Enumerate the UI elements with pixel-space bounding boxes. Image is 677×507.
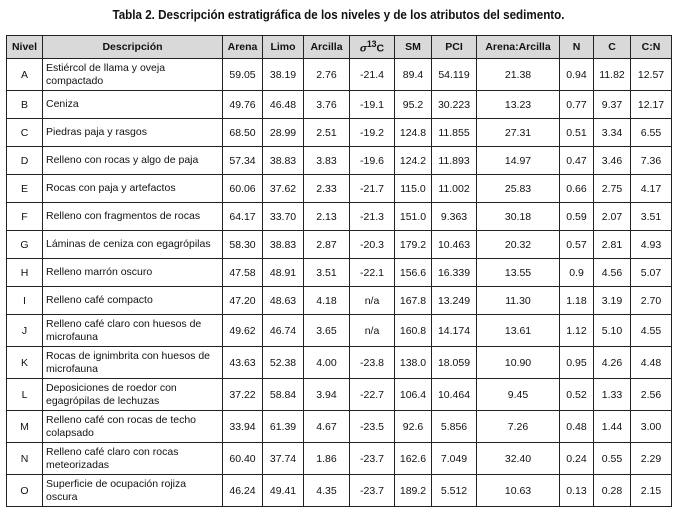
cell-cn: 3.51 bbox=[631, 203, 672, 231]
cell-pci: 5.512 bbox=[432, 475, 477, 507]
cell-pci: 11.002 bbox=[432, 175, 477, 203]
cell-sm: 92.6 bbox=[395, 411, 432, 443]
cell-delta13c: -19.2 bbox=[350, 119, 395, 147]
cell-descripcion: Relleno marrón oscuro bbox=[43, 259, 223, 287]
cell-arena: 60.06 bbox=[223, 175, 263, 203]
cell-nivel: N bbox=[7, 443, 43, 475]
cell-delta13c: -21.7 bbox=[350, 175, 395, 203]
cell-c: 1.33 bbox=[594, 379, 631, 411]
cell-c: 3.46 bbox=[594, 147, 631, 175]
cell-arena-arcilla: 21.38 bbox=[477, 59, 560, 91]
cell-n: 0.94 bbox=[560, 59, 594, 91]
cell-c: 5.10 bbox=[594, 315, 631, 347]
cell-arcilla: 4.35 bbox=[304, 475, 350, 507]
cell-arena: 58.30 bbox=[223, 231, 263, 259]
cell-sm: 179.2 bbox=[395, 231, 432, 259]
cell-arena: 49.76 bbox=[223, 91, 263, 119]
cell-delta13c: -23.5 bbox=[350, 411, 395, 443]
cell-descripcion: Piedras paja y rasgos bbox=[43, 119, 223, 147]
table-row bbox=[7, 315, 672, 347]
cell-nivel: O bbox=[7, 475, 43, 507]
cell-cn: 12.17 bbox=[631, 91, 672, 119]
cell-c: 2.81 bbox=[594, 231, 631, 259]
cell-c: 4.56 bbox=[594, 259, 631, 287]
col-header-delta13c bbox=[350, 36, 395, 59]
cell-arcilla: 4.00 bbox=[304, 347, 350, 379]
cell-limo: 48.63 bbox=[263, 287, 304, 315]
cell-limo: 48.91 bbox=[263, 259, 304, 287]
col-header-arena: Arena bbox=[223, 36, 263, 59]
table-title: Tabla 2. Descripción estratigráfica de los niveles y de los atributos del sedimento. bbox=[112, 8, 565, 22]
cell-n: 0.59 bbox=[560, 203, 594, 231]
cell-arena: 47.58 bbox=[223, 259, 263, 287]
cell-c: 3.19 bbox=[594, 287, 631, 315]
cell-n: 0.95 bbox=[560, 347, 594, 379]
cell-descripcion: Relleno con rocas y algo de paja bbox=[43, 147, 223, 175]
cell-nivel: H bbox=[7, 259, 43, 287]
cell-descripcion: Superficie de ocupación rojiza oscura bbox=[43, 475, 223, 507]
cell-delta13c: -19.1 bbox=[350, 91, 395, 119]
cell-sm: 162.6 bbox=[395, 443, 432, 475]
cell-limo: 38.19 bbox=[263, 59, 304, 91]
cell-descripcion: Ceniza bbox=[43, 91, 223, 119]
cell-descripcion: Relleno café claro con rocas meteorizadas bbox=[43, 443, 223, 475]
cell-pci: 10.463 bbox=[432, 231, 477, 259]
cell-arena-arcilla: 20.32 bbox=[477, 231, 560, 259]
cell-descripcion: Relleno café claro con huesos de microfauna bbox=[43, 315, 223, 347]
table-row bbox=[7, 119, 672, 147]
cell-pci: 14.174 bbox=[432, 315, 477, 347]
cell-nivel: D bbox=[7, 147, 43, 175]
cell-arena-arcilla: 10.90 bbox=[477, 347, 560, 379]
cell-sm: 95.2 bbox=[395, 91, 432, 119]
table-row bbox=[7, 411, 672, 443]
cell-n: 1.12 bbox=[560, 315, 594, 347]
cell-arena-arcilla: 13.61 bbox=[477, 315, 560, 347]
cell-arcilla: 3.51 bbox=[304, 259, 350, 287]
cell-descripcion: Relleno con fragmentos de rocas bbox=[43, 203, 223, 231]
cell-delta13c: n/a bbox=[350, 315, 395, 347]
cell-c: 2.07 bbox=[594, 203, 631, 231]
cell-c: 0.28 bbox=[594, 475, 631, 507]
cell-limo: 58.84 bbox=[263, 379, 304, 411]
cell-pci: 30.223 bbox=[432, 91, 477, 119]
cell-arcilla: 4.18 bbox=[304, 287, 350, 315]
cell-nivel: A bbox=[7, 59, 43, 91]
cell-sm: 151.0 bbox=[395, 203, 432, 231]
cell-limo: 46.74 bbox=[263, 315, 304, 347]
cell-arcilla: 3.83 bbox=[304, 147, 350, 175]
cell-n: 0.51 bbox=[560, 119, 594, 147]
cell-descripcion: Relleno café con rocas de techo colapsado bbox=[43, 411, 223, 443]
cell-cn: 2.56 bbox=[631, 379, 672, 411]
cell-sm: 156.6 bbox=[395, 259, 432, 287]
stratigraphy-table bbox=[6, 35, 672, 507]
cell-c: 11.82 bbox=[594, 59, 631, 91]
cell-arena: 47.20 bbox=[223, 287, 263, 315]
cell-c: 1.44 bbox=[594, 411, 631, 443]
col-header-limo: Limo bbox=[263, 36, 304, 59]
cell-cn: 3.00 bbox=[631, 411, 672, 443]
cell-cn: 12.57 bbox=[631, 59, 672, 91]
cell-delta13c: -23.7 bbox=[350, 443, 395, 475]
delta-symbol: σ bbox=[359, 42, 367, 55]
table-row bbox=[7, 475, 672, 507]
cell-arena-arcilla: 13.23 bbox=[477, 91, 560, 119]
cell-sm: 124.8 bbox=[395, 119, 432, 147]
cell-nivel: C bbox=[7, 119, 43, 147]
cell-arcilla: 2.33 bbox=[304, 175, 350, 203]
cell-arcilla: 3.94 bbox=[304, 379, 350, 411]
cell-limo: 52.38 bbox=[263, 347, 304, 379]
cell-arcilla: 1.86 bbox=[304, 443, 350, 475]
cell-cn: 2.15 bbox=[631, 475, 672, 507]
cell-cn: 7.36 bbox=[631, 147, 672, 175]
cell-sm: 106.4 bbox=[395, 379, 432, 411]
col-header-arcilla: Arcilla bbox=[304, 36, 350, 59]
cell-n: 0.13 bbox=[560, 475, 594, 507]
cell-arena: 57.34 bbox=[223, 147, 263, 175]
cell-nivel: F bbox=[7, 203, 43, 231]
cell-arena-arcilla: 30.18 bbox=[477, 203, 560, 231]
cell-arcilla: 2.51 bbox=[304, 119, 350, 147]
cell-pci: 7.049 bbox=[432, 443, 477, 475]
table-row bbox=[7, 203, 672, 231]
table-body bbox=[7, 59, 672, 507]
cell-nivel: G bbox=[7, 231, 43, 259]
table-row bbox=[7, 59, 672, 91]
cell-delta13c: -23.8 bbox=[350, 347, 395, 379]
cell-sm: 138.0 bbox=[395, 347, 432, 379]
cell-c: 3.34 bbox=[594, 119, 631, 147]
cell-sm: 167.8 bbox=[395, 287, 432, 315]
cell-limo: 49.41 bbox=[263, 475, 304, 507]
col-header-pci: PCI bbox=[432, 36, 477, 59]
table-row bbox=[7, 147, 672, 175]
cell-limo: 38.83 bbox=[263, 231, 304, 259]
cell-cn: 6.55 bbox=[631, 119, 672, 147]
delta-isotope: 13 bbox=[366, 39, 377, 50]
cell-delta13c: -23.7 bbox=[350, 475, 395, 507]
cell-cn: 5.07 bbox=[631, 259, 672, 287]
cell-arena-arcilla: 7.26 bbox=[477, 411, 560, 443]
cell-pci: 10.464 bbox=[432, 379, 477, 411]
table-row bbox=[7, 347, 672, 379]
cell-nivel: I bbox=[7, 287, 43, 315]
cell-arena-arcilla: 32.40 bbox=[477, 443, 560, 475]
cell-arena: 59.05 bbox=[223, 59, 263, 91]
cell-n: 0.66 bbox=[560, 175, 594, 203]
cell-arcilla: 2.76 bbox=[304, 59, 350, 91]
table-row bbox=[7, 443, 672, 475]
cell-n: 0.24 bbox=[560, 443, 594, 475]
cell-sm: 115.0 bbox=[395, 175, 432, 203]
cell-limo: 38.83 bbox=[263, 147, 304, 175]
cell-delta13c: -20.3 bbox=[350, 231, 395, 259]
col-header-descripcion: Descripción bbox=[43, 36, 223, 59]
col-header-n: N bbox=[560, 36, 594, 59]
cell-n: 0.48 bbox=[560, 411, 594, 443]
cell-descripcion: Láminas de ceniza con egagrópilas bbox=[43, 231, 223, 259]
cell-cn: 4.48 bbox=[631, 347, 672, 379]
cell-nivel: L bbox=[7, 379, 43, 411]
cell-descripcion: Deposiciones de roedor con egagrópilas de lechuzas bbox=[43, 379, 223, 411]
cell-cn: 4.17 bbox=[631, 175, 672, 203]
cell-arcilla: 3.76 bbox=[304, 91, 350, 119]
cell-c: 0.55 bbox=[594, 443, 631, 475]
cell-delta13c: -21.4 bbox=[350, 59, 395, 91]
cell-delta13c: -22.1 bbox=[350, 259, 395, 287]
cell-arena: 37.22 bbox=[223, 379, 263, 411]
cell-cn: 4.93 bbox=[631, 231, 672, 259]
header-row bbox=[7, 36, 672, 59]
cell-arcilla: 2.13 bbox=[304, 203, 350, 231]
cell-pci: 11.855 bbox=[432, 119, 477, 147]
cell-descripcion: Rocas con paja y artefactos bbox=[43, 175, 223, 203]
table-row bbox=[7, 175, 672, 203]
cell-pci: 9.363 bbox=[432, 203, 477, 231]
cell-nivel: M bbox=[7, 411, 43, 443]
cell-arena: 68.50 bbox=[223, 119, 263, 147]
cell-n: 0.57 bbox=[560, 231, 594, 259]
cell-n: 0.9 bbox=[560, 259, 594, 287]
cell-arena: 49.62 bbox=[223, 315, 263, 347]
cell-arena-arcilla: 11.30 bbox=[477, 287, 560, 315]
cell-sm: 89.4 bbox=[395, 59, 432, 91]
cell-c: 9.37 bbox=[594, 91, 631, 119]
cell-pci: 18.059 bbox=[432, 347, 477, 379]
cell-arcilla: 3.65 bbox=[304, 315, 350, 347]
cell-sm: 160.8 bbox=[395, 315, 432, 347]
cell-limo: 46.48 bbox=[263, 91, 304, 119]
cell-descripcion: Rocas de ignimbrita con huesos de microfauna bbox=[43, 347, 223, 379]
table-row bbox=[7, 91, 672, 119]
col-header-arena-arcilla: Arena:Arcilla bbox=[477, 36, 560, 59]
cell-descripcion: Relleno café compacto bbox=[43, 287, 223, 315]
table-row bbox=[7, 259, 672, 287]
cell-cn: 2.70 bbox=[631, 287, 672, 315]
cell-arena: 46.24 bbox=[223, 475, 263, 507]
cell-limo: 28.99 bbox=[263, 119, 304, 147]
cell-arena: 60.40 bbox=[223, 443, 263, 475]
delta-element: C bbox=[376, 42, 385, 55]
cell-nivel: J bbox=[7, 315, 43, 347]
cell-c: 4.26 bbox=[594, 347, 631, 379]
cell-pci: 16.339 bbox=[432, 259, 477, 287]
cell-arena: 33.94 bbox=[223, 411, 263, 443]
cell-n: 0.52 bbox=[560, 379, 594, 411]
cell-limo: 33.70 bbox=[263, 203, 304, 231]
cell-arena-arcilla: 14.97 bbox=[477, 147, 560, 175]
cell-pci: 11.893 bbox=[432, 147, 477, 175]
cell-cn: 2.29 bbox=[631, 443, 672, 475]
cell-limo: 61.39 bbox=[263, 411, 304, 443]
col-header-sm: SM bbox=[395, 36, 432, 59]
cell-n: 1.18 bbox=[560, 287, 594, 315]
cell-nivel: E bbox=[7, 175, 43, 203]
col-header-c: C bbox=[594, 36, 631, 59]
cell-nivel: K bbox=[7, 347, 43, 379]
cell-arena-arcilla: 27.31 bbox=[477, 119, 560, 147]
cell-cn: 4.55 bbox=[631, 315, 672, 347]
cell-limo: 37.62 bbox=[263, 175, 304, 203]
cell-n: 0.47 bbox=[560, 147, 594, 175]
cell-arcilla: 4.67 bbox=[304, 411, 350, 443]
cell-delta13c: -22.7 bbox=[350, 379, 395, 411]
cell-arena: 64.17 bbox=[223, 203, 263, 231]
cell-delta13c: -21.3 bbox=[350, 203, 395, 231]
cell-limo: 37.74 bbox=[263, 443, 304, 475]
col-header-cn: C:N bbox=[631, 36, 672, 59]
cell-arena: 43.63 bbox=[223, 347, 263, 379]
cell-arena-arcilla: 13.55 bbox=[477, 259, 560, 287]
cell-arena-arcilla: 10.63 bbox=[477, 475, 560, 507]
cell-pci: 5.856 bbox=[432, 411, 477, 443]
cell-descripcion: Estiércol de llama y oveja compactado bbox=[43, 59, 223, 91]
cell-arena-arcilla: 9.45 bbox=[477, 379, 560, 411]
cell-pci: 54.119 bbox=[432, 59, 477, 91]
table-row bbox=[7, 379, 672, 411]
table-row bbox=[7, 287, 672, 315]
cell-n: 0.77 bbox=[560, 91, 594, 119]
cell-delta13c: -19.6 bbox=[350, 147, 395, 175]
table-row bbox=[7, 231, 672, 259]
cell-sm: 189.2 bbox=[395, 475, 432, 507]
cell-c: 2.75 bbox=[594, 175, 631, 203]
cell-arcilla: 2.87 bbox=[304, 231, 350, 259]
cell-sm: 124.2 bbox=[395, 147, 432, 175]
cell-arena-arcilla: 25.83 bbox=[477, 175, 560, 203]
col-header-nivel: Nivel bbox=[7, 36, 43, 59]
cell-pci: 13.249 bbox=[432, 287, 477, 315]
cell-delta13c: n/a bbox=[350, 287, 395, 315]
cell-nivel: B bbox=[7, 91, 43, 119]
